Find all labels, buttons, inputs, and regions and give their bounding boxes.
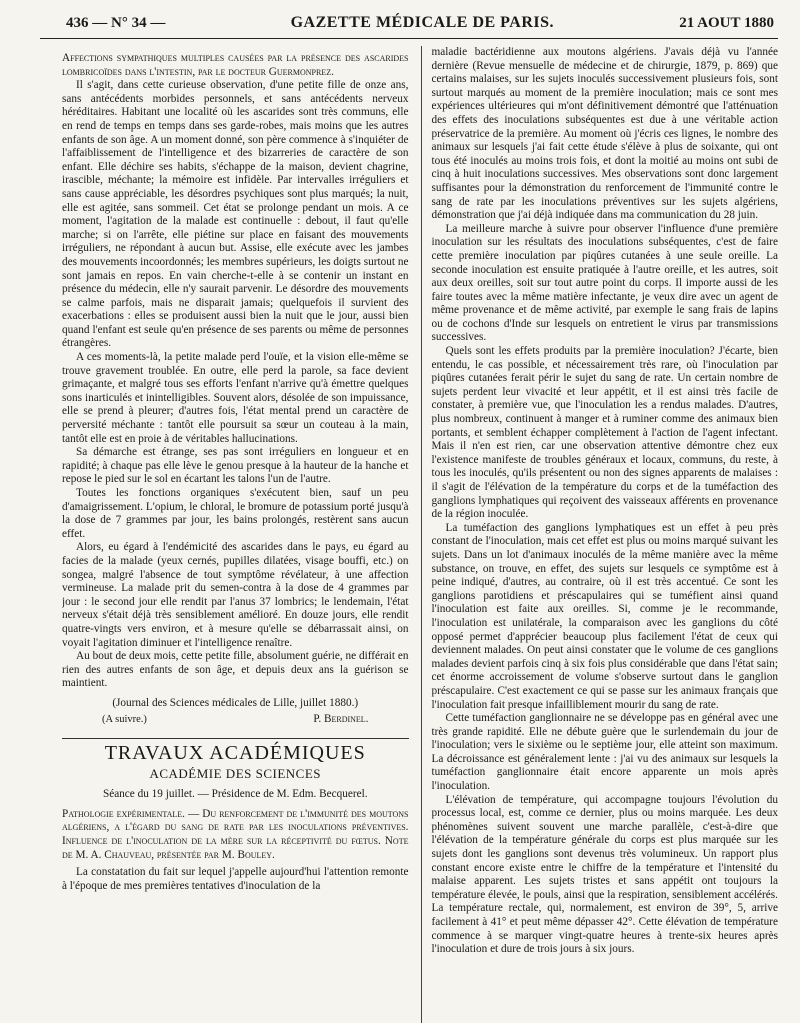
journal-title: GAZETTE MÉDICALE DE PARIS.: [290, 14, 554, 31]
section-divider: [62, 738, 409, 739]
paragraph: L'élévation de température, qui accompagne toujours l'évolution du processus local, est, comme ce dernier, plus ou moins marquée. Les deux phénomènes suivent souvent une marche parallèle, c'est-à-dire que l'élévation de la température générale du corps est plus marquée sur les sujets dont les ganglions sont devenus très volumineux. Un rapport plus constant encore existe entre le chiffre de la température et l'intensité du malaise apparent. Les sujets tristes et sans appétit ont toujours la température élevée, le pouls, ainsi que la respiration, sensiblement accélérés. La température rectale, qui, normalement, est environ de 39°, 5, arrive facilement à 41° et peut même dépasser 42°. Cette élévation de température commence à se marquer vingt-quatre heures à trente-six heures après l'inoculation et dure de trois jours à six jours.: [431, 793, 778, 956]
signature-row: [62, 713, 409, 727]
text-columns: [62, 46, 778, 1023]
page-header: [40, 10, 778, 39]
paragraph: Au bout de deux mois, cette petite fille, absolument guérie, ne différait en rien des autres enfants de son âge, et depuis deux ans la guérison se maintient.: [62, 650, 409, 690]
left-column: [62, 46, 415, 1023]
subsection-title: ACADÉMIE DES SCIENCES: [149, 765, 322, 781]
paragraph: Sa démarche est étrange, ses pas sont irréguliers en longueur et en rapidité; à chaque pas elle lève le genou presque à la hauteur de la hanche et repose le pied sur le sol en écartant les talons l'un de l'autre.: [62, 446, 409, 486]
session-line: Séance du 19 juillet. — Présidence de M. Edm. Becquerel.: [102, 788, 368, 801]
pathology-heading: Pathologie expérimentale. — Du renforcement de l'immunité des moutons algériens, a l'égard du sang de rate par les inoculations préventives. Influence de l'inoculation de la mère sur la réceptivité du fœtus. Note de M. A. Chauveau, présentée par M. Bouley.: [62, 807, 409, 861]
column-divider: [421, 46, 422, 1023]
paragraph: Il s'agit, dans cette curieuse observation, d'une petite fille de onze ans, sans antécédents morbides personnels, et sans antécédents nerveux héréditaires. Habitant une localité où les ascarides sont très communs, elle en rend de temps en temps dans ses garde-robes, mais moins que les autres enfants de son âge. A un moment donné, son père commence à s'inquiéter de l'affaiblissement de l'intelligence et des bizarreries de caractère de son enfant. Elle déchire ses habits, s'échappe de la maison, devient chagrine, irascible, méchante; la mémoire est infidèle. Par intervalles irréguliers et sans cause appréciable, les désordres psychiques sont plus marqués; la nuit, elle est agitée, sans sommeil. Cet état se prolonge pendant un mois. A ce moment, l'agitation de la malade est continuelle : debout, il faut qu'elle marche; si on l'arrête, elle piétine sur place en faisant des mouvements irréguliers, ne répondant à aucun but. Assise, elle exécute avec les jambes des mouvements incoordonnés; les membres supérieurs, les doigts surtout ne sont jamais en repos. En vain cherche-t-elle à se contenir un instant en présence du médecin, elle n'y saurait parvenir. Le désordre des mouvements se calme parfois, mais ne disparait jamais; quelquefois il survient des exacerbations : elles se produisent aussi bien la nuit que le jour, aussi bien quand l'enfant est seule qu'en présence de ses parents ou même de personnes étrangères.: [62, 79, 409, 350]
journal-reference: (Journal des Sciences médicales de Lille, juillet 1880.): [112, 696, 359, 709]
paragraph: maladie bactéridienne aux moutons algériens. J'avais déjà vu l'année dernière (Revue mensuelle de médecine et de chirurgie, 1879, p. 869) que certains malaises, sur les sujets inoculés successivement plusieurs fois, sont surtout marqués au moment de la première inoculation; mais ce sont mes expériences ultérieures qui m'ont définitivement démontré que l'atténuation des effets des inoculations subséquentes est due à une véritable action préservatrice de la première. Au moment où j'écris ces lignes, le nombre des animaux sur lesquels j'ai fait cette étude s'élève à plus de soixante, qui ont tous été inoculés au moins trois fois, et dont la moitié au moins ont subi de cinq à huit inoculations successives. Mes observations sont donc largement suffisantes pour la démonstration du renforcement de l'immunité contre le sang de rate par les inoculations préventives sur les sujets algériens, démonstration que j'ai déjà indiquée dans ma communication du 28 juin.: [431, 46, 778, 222]
paragraph: Toutes les fonctions organiques s'exécutent bien, sauf un peu d'amaigrissement. L'opium, le chloral, le bromure de potassium porté jusqu'à la dose de 7 grammes par jour, les bains prolongés, restèrent sans aucun effet.: [62, 487, 409, 540]
author-signature: P. Berdinel.: [313, 712, 369, 725]
issue-date: 21 AOUT 1880: [679, 15, 774, 31]
paragraph: La tuméfaction des ganglions lymphatiques est un effet à peu près constant de l'inoculation, mais cet effet est plus ou moins marqué suivant les sujets. Dans un lot d'animaux inoculés de la même manière avec la même substance, on trouve, en effet, des sujets sur lesquels ce symptôme est à peine indiqué, d'autres, au contraire, où il est très accentué. Ce sont les ganglions parotidiens et préscapulaires qui se tuméfient ainsi quand l'inoculation est faite aux oreilles. Si, comme je le recommande, l'inoculation est unilatérale, la comparaison avec les ganglions du côté opposé permet d'apprécier beaucoup plus facilement l'état de ceux qui deviennent malades. On peut ainsi constater que le volume de ces ganglions malades devient parfois cinq à six fois plus considérable que dans l'état sain; cet énorme accroissement de volume s'observe surtout dans le ganglion préscapulaire. C'est exactement ce qui se passe sur les animaux français que l'inoculation fait presque infailliblement mourir du sang de rate.: [431, 521, 778, 711]
paragraph: Cette tuméfaction ganglionnaire ne se développe pas en général avec une très grande rapidité. Elle ne débute guère que le surlendemain du jour de l'inoculation; vers le sixième ou le septième jour, elle atteint son maximum. La décroissance est généralement lente : j'ai vu des animaux sur lesquels la tuméfaction ganglionnaire était encore apparente un mois après l'inoculation.: [431, 712, 778, 793]
section-title: TRAVAUX ACADÉMIQUES: [104, 742, 366, 765]
paragraph: Alors, eu égard à l'endémicité des ascarides dans le pays, eu égard au facies de la malade (yeux cernés, pupilles dilatées, visage bouffi, etc.) on songea, malgré l'absence de tout symptôme révélateur, à une affection vermineuse. La malade prit du semen-contra à la dose de 4 grammes par jour : le second jour elle rendit par l'anus 37 lombrics; le lendemain, l'état nerveux s'était déjà très sensiblement amélioré. En douze jours, elle rendit quatre-vingts vers environ, et à mesure qu'elle se débarrassait ainsi, on voyait l'agitation diminuer et l'intelligence renaître.: [62, 541, 409, 649]
paragraph: La constatation du fait sur lequel j'appelle aujourd'hui l'attention remonte à l'époque de mes premières tentatives d'inoculation de la: [62, 866, 409, 892]
article-title: Affections sympathiques multiples causées par la présence des ascarides lombricoïdes dans l'intestin, par le docteur Guermonprez.: [62, 52, 409, 78]
to-be-continued: (A suivre.): [102, 713, 147, 725]
page-issue-number: 436 — N° 34 —: [66, 15, 166, 31]
right-column: [427, 46, 778, 1023]
paragraph: Quels sont les effets produits par la première inoculation? J'écarte, bien entendu, le cas possible, et nécessairement très rare, où l'inoculation par piqûres cutanées ferait périr le sujet du sang de rate. Un certain nombre de sujets perdent leur vivacité et leur appétit, et il est ainsi très facile de constater, à première vue, que l'inoculation les a rendus malades. D'autres, plus nombreux, continuent à manger et à ruminer comme des animaux bien portants, et semblent échapper complètement à l'action de l'agent infectant. Mais il n'en est rien, car une observation attentive démontre chez eux l'existence manifeste de troubles généraux et locaux, communs, du reste, à tous les inoculés, qu'ils présentent ou non des signes apparents de malaises : il s'agit de l'élévation de la température du corps et de la tuméfaction des ganglions lymphatiques qui reçoivent des vaisseaux afférents en provenance de la région inoculée.: [431, 345, 778, 521]
paragraph: La meilleure marche à suivre pour observer l'influence d'une première inoculation sur les résultats des inoculations subséquentes, c'est de faire cette première inoculation par piqûres cutanées à une seule oreille. La seconde inoculation est ensuite pratiquée à l'autre oreille, et les autres, soit aux deux oreilles, soit sur tout autre point du corps. Il importe aussi de les faire toutes avec la même matière infectante, je veux dire avec un agent de même provenance et de même activité, par exemple le sang frais de lapins ou de cochons d'Inde sur lesquels on entretient le virus par transmissions successives.: [431, 222, 778, 344]
paragraph: A ces moments-là, la petite malade perd l'ouïe, et la vision elle-même se trouve gravement troublée. En outre, elle perd la parole, sa face devient grimaçante, et malgré tous ses efforts l'enfant n'arrive qu'à émettre quelques sons inarticulés et inintelligibles. Souvent alors, désolée de son impuissance, elle se prend à pleurer; d'autres fois, l'état mental prend un caractère de perversité méchante : tantôt elle poursuit sa sœur un couteau à la main, tantôt elle est en proie à de véritables hallucinations.: [62, 351, 409, 445]
